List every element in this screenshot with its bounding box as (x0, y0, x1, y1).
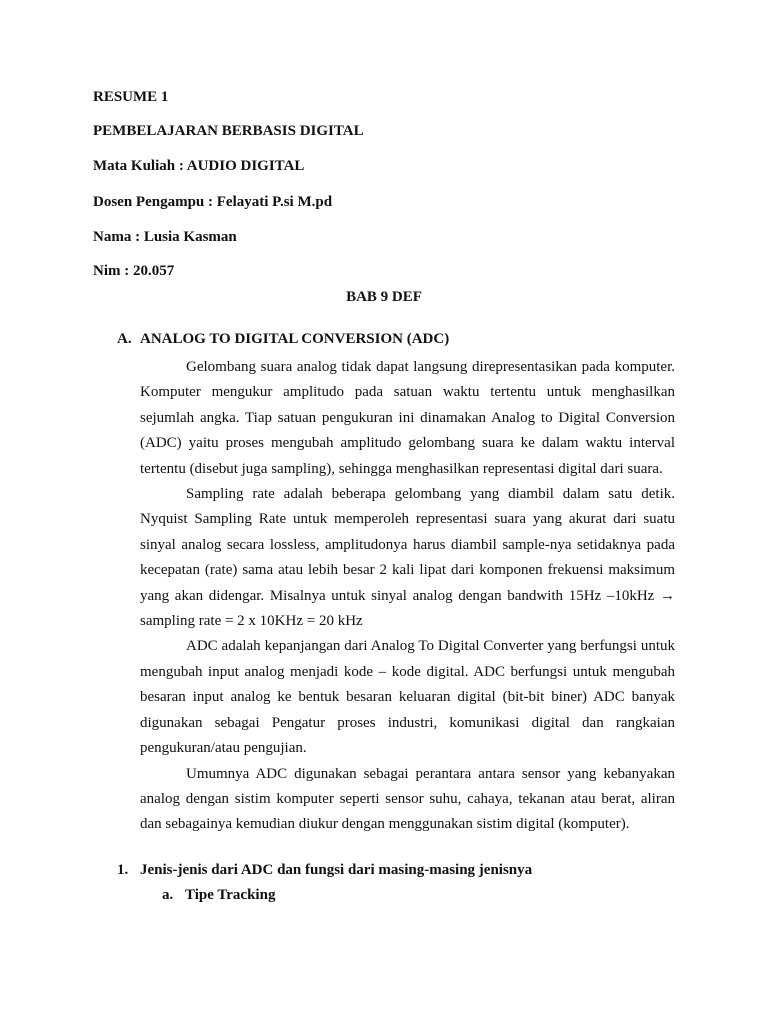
lecturer-line: Dosen Pengampu : Felayati P.si M.pd (93, 194, 333, 210)
section-a-heading (117, 330, 449, 348)
paragraph-2: Sampling rate adalah beberapa gelombang yang diambil dalam satu detik. Nyquist Sampling Rate untuk memperoleh representasi suara yang akurat dari suatu sinyal analog secara lossless, amplitudonya harus diambil sample-nya setidaknya pada kecepatan (rate) sama atau lebih besar 2 kali lipat dari komponen frekuensi maksimum yang akan didengar. Misalnya untuk sinyal analog dengan bandwith 15Hz –10kHz → sampling rate = 2 x 10KHz = 20 kHz (140, 486, 675, 630)
section-a-body (140, 355, 675, 838)
chapter-heading: BAB 9 DEF (346, 289, 422, 305)
section-a-title: ANALOG TO DIGITAL CONVERSION (ADC) (140, 331, 450, 347)
subsection-1a-heading (162, 886, 275, 904)
document-title: PEMBELAJARAN BERBASIS DIGITAL (93, 123, 364, 139)
subsection-1-heading (117, 861, 532, 879)
subsection-1-marker: 1. (117, 862, 129, 878)
student-id-line: Nim : 20.057 (93, 263, 175, 279)
subsection-1a-marker: a. (162, 887, 174, 903)
subsection-1a-title: Tipe Tracking (185, 887, 276, 903)
resume-label: RESUME 1 (93, 89, 169, 105)
paragraph-1: Gelombang suara analog tidak dapat langsung direpresentasikan pada komputer. Komputer mengukur amplitudo pada satuan waktu tertentu untuk menghasilkan sejumlah angka. Tiap satuan pengukuran ini dinamakan Analog to Digital Conversion (ADC) yaitu proses mengubah amplitudo gelombang suara ke dalam waktu interval tertentu (disebut juga sampling), sehingga menghasilkan representasi digital dari suara. (140, 359, 675, 477)
course-line: Mata Kuliah : AUDIO DIGITAL (93, 158, 305, 174)
subsection-1-title: Jenis-jenis dari ADC dan fungsi dari masing-masing jenisnya (140, 862, 533, 878)
student-name-line: Nama : Lusia Kasman (93, 229, 237, 245)
section-a-marker: A. (117, 331, 132, 347)
paragraph-3: ADC adalah kepanjangan dari Analog To Digital Converter yang berfungsi untuk mengubah input analog menjadi kode – kode digital. ADC berfungsi untuk mengubah besaran input analog ke bentuk besaran keluaran digital (bit-bit biner) ADC banyak digunakan sebagai Pengatur proses industri, komunikasi digital dan rangkaian pengukuran/atau pengujian. (140, 638, 675, 757)
paragraph-4: Umumnya ADC digunakan sebagai perantara antara sensor yang kebanyakan analog dengan sistim komputer seperti sensor suhu, cahaya, tekanan atau berat, aliran dan sebagainya kemudian diukur dengan menggunakan sistim digital (komputer). (140, 765, 675, 833)
